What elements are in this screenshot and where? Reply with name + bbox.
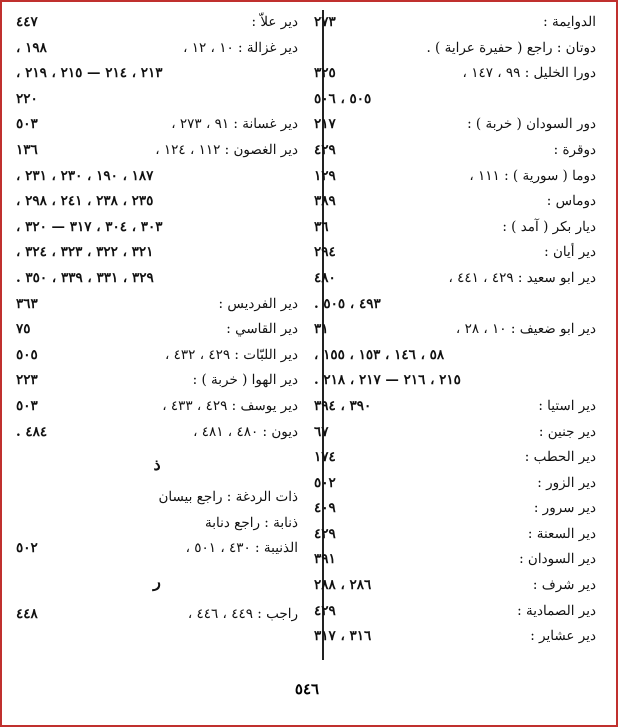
entry-name: دير عشاير : [530,628,596,645]
entry-page-refs: ٧٥ [16,321,31,338]
entry-name: دير جنين : [538,423,596,440]
index-entry [16,164,298,190]
entry-page-refs: ٦٧ [314,423,329,440]
entry-name: ديار بكر ( آمد ) : [502,218,596,235]
index-entry [16,485,298,511]
entry-name: دير غزالة : ١٠ ، ١٢ ، [183,39,298,56]
index-entry [16,368,298,394]
entry-name: دير الزور : [537,474,596,491]
entry-page-refs: ٣٦ [314,218,329,235]
index-entry [314,138,596,164]
entry-name: دير الهوا ( خربة ) : [192,372,298,389]
entry-page-refs: ٢١٧ [314,116,336,133]
index-entry [16,138,298,164]
entry-page-refs: ٣٩٠ ، ٣٩٤ [314,397,372,414]
entry-continuation: ٣٢٩ ، ٣٣١ ، ٣٣٩ ، ٣٥٠ . [16,269,154,286]
entry-name: دور السودان ( خربة ) : [467,116,596,133]
entry-page-refs: ٤٠٩ [314,500,336,517]
index-entry [314,420,596,446]
index-entry [314,87,596,113]
entry-page-refs: ٢٧٣ [314,14,336,30]
entry-name: دير علاّ : [251,14,298,30]
index-entry [314,266,596,292]
letter-heading-ra: ر [153,571,161,591]
entry-name: دير اللبّات : ٤٢٩ ، ٤٣٢ ، [164,346,298,363]
entry-page-refs: ١٧٤ [314,449,336,466]
entry-page-refs: ١٩٨ ، [16,39,47,56]
entry-page-refs: ٣٨٩ [314,193,336,210]
entry-continuation: ٢١٣ ، ٢١٤ — ٢١٥ ، ٢١٩ ، [16,65,163,82]
entry-name: دير ابو سعيد : ٤٢٩ ، ٤٤١ ، [448,269,596,286]
entry-name: دير أيان : [544,244,596,261]
index-entry [16,602,298,628]
entry-name: دير الصمادية : [517,602,596,619]
entry-page-refs: ٣٢٥ [314,65,336,82]
index-entry [16,36,298,62]
right-column [314,10,596,650]
entry-name: دير السعنة : [527,525,596,542]
index-entry [314,292,596,318]
entry-name: دوقرة : [553,141,596,158]
entry-continuation: ٤٩٣ ، ٥٠٥ . [314,295,381,312]
index-entry [16,215,298,241]
dhal-entries [16,485,298,562]
entry-page-refs: ٢٨٦ ، ٢٨٨ [314,577,372,594]
index-entry [16,10,298,36]
index-entry [16,511,298,537]
entry-name: دير السودان : [519,551,596,568]
entry-page-refs: ٥٠٣ [16,397,38,414]
entry-page-refs: ٣١ [314,321,329,338]
entry-continuation: ٣٠٣ ، ٣٠٤ ، ٣١٧ — ٣٢٠ ، [16,218,163,235]
index-entry [314,164,596,190]
entry-name: دير شرف : [532,577,596,594]
index-entry [314,36,596,62]
index-entry [16,343,298,369]
index-entry [16,240,298,266]
index-entry [314,394,596,420]
entry-name: دير القاسي : [226,321,298,338]
entry-page-refs: ٥٠٢ [314,474,336,491]
ra-entries [16,602,298,628]
entry-page-refs: ١٣٦ [16,141,38,158]
index-entry [16,266,298,292]
entry-page-refs: ٤٨٤ . [16,423,48,440]
entry-name: دير سرور : [533,500,596,517]
index-entry [314,317,596,343]
entry-page-refs: ٤٨٠ [314,269,336,286]
index-entry [314,471,596,497]
index-entry [16,112,298,138]
entry-name: دير استيا : [538,397,596,414]
entry-text: ذنابة : راجع دنابة [205,514,298,531]
entry-page-refs: ٣١٦ ، ٣١٧ [314,628,372,645]
entry-name: دير الحطب : [524,449,596,466]
index-entry [314,368,596,394]
index-entry [314,10,596,36]
index-entry [314,547,596,573]
entry-name: دير يوسف : ٤٢٩ ، ٤٣٣ ، [162,397,298,414]
index-entry [16,536,298,562]
entry-name: ديون : ٤٨٠ ، ٤٨١ ، [193,423,298,440]
entry-page-refs: ٣٩١ [314,551,336,568]
entry-continuation: ٥٠٥ ، ٥٠٦ [314,90,372,107]
index-entry [314,445,596,471]
entry-name: دورا الخليل : ٩٩ ، ١٤٧ ، [462,65,596,82]
index-entry [314,189,596,215]
index-entry [16,317,298,343]
entry-name: دوما ( سورية ) : ١١١ ، [469,167,596,184]
entry-name: دير الغصون : ١١٢ ، ١٢٤ ، [155,141,298,158]
index-entry [16,292,298,318]
index-entry [16,420,298,446]
index-entry [314,624,596,650]
index-entry [314,215,596,241]
entry-continuation: ٢١٥ ، ٢١٦ — ٢١٧ ، ٢١٨ . [314,372,461,389]
index-entry [314,240,596,266]
entry-page-refs: ٢٢٣ [16,372,38,389]
entry-continuation: ٣٢١ ، ٣٢٢ ، ٣٢٣ ، ٣٢٤ ، [16,244,154,261]
entry-continuation: ٥٨ ، ١٤٦ ، ١٥٣ ، ١٥٥ ، [314,346,445,363]
entry-name: دير غسانة : ٩١ ، ٢٧٣ ، [171,116,298,133]
entry-page-refs: ٤٤٧ [16,14,38,30]
entry-continuation: ٢٣٥ ، ٢٣٨ ، ٢٤١ ، ٢٩٨ ، [16,193,154,210]
index-entry [314,573,596,599]
index-entry [16,61,298,87]
entry-name: دير الفرديس : [218,295,298,312]
index-entry [314,343,596,369]
entry-text: ذات الردغة : راجع بيسان [158,489,298,506]
left-column-entries [16,10,298,445]
entry-continuation: ١٨٧ ، ١٩٠ ، ٢٣٠ ، ٢٣١ ، [16,167,154,184]
index-entry [16,394,298,420]
index-entry [314,496,596,522]
index-entry [314,61,596,87]
entry-text: دوتان : راجع ( حفيرة عراية ) . [426,39,596,56]
entry-page-refs: ٤٤٨ [16,605,38,622]
entry-name: راجب : ٤٤٩ ، ٤٤٦ ، [187,605,298,622]
entry-page-refs: ٤٢٩ [314,602,336,619]
index-entry [16,87,298,113]
entry-page-refs: ١٢٩ [314,167,336,184]
left-column [16,10,298,627]
entry-name: الذنيبة : ٤٣٠ ، ٥٠١ ، [185,540,298,557]
entry-name: الدوايمة : [543,14,596,30]
entry-page-refs: ٣٦٣ [16,295,38,312]
letter-heading-dhal: ذ [153,455,161,475]
index-entry [314,599,596,625]
entry-page-refs: ٥٠٥ [16,346,38,363]
entry-page-refs: ٥٠٣ [16,116,38,133]
entry-name: دير ابو ضعيف : ١٠ ، ٢٨ ، [455,321,596,338]
entry-name: دوماس : [546,193,596,210]
index-entry [314,522,596,548]
entry-continuation: ٢٢٠ [16,90,38,107]
entry-page-refs: ٢٩٤ [314,244,336,261]
entry-page-refs: ٤٢٩ [314,141,336,158]
index-entry [314,112,596,138]
page-number: ٥٤٦ [294,680,320,698]
entry-page-refs: ٤٢٩ [314,525,336,542]
entry-page-refs: ٥٠٢ [16,540,38,557]
index-entry [16,189,298,215]
